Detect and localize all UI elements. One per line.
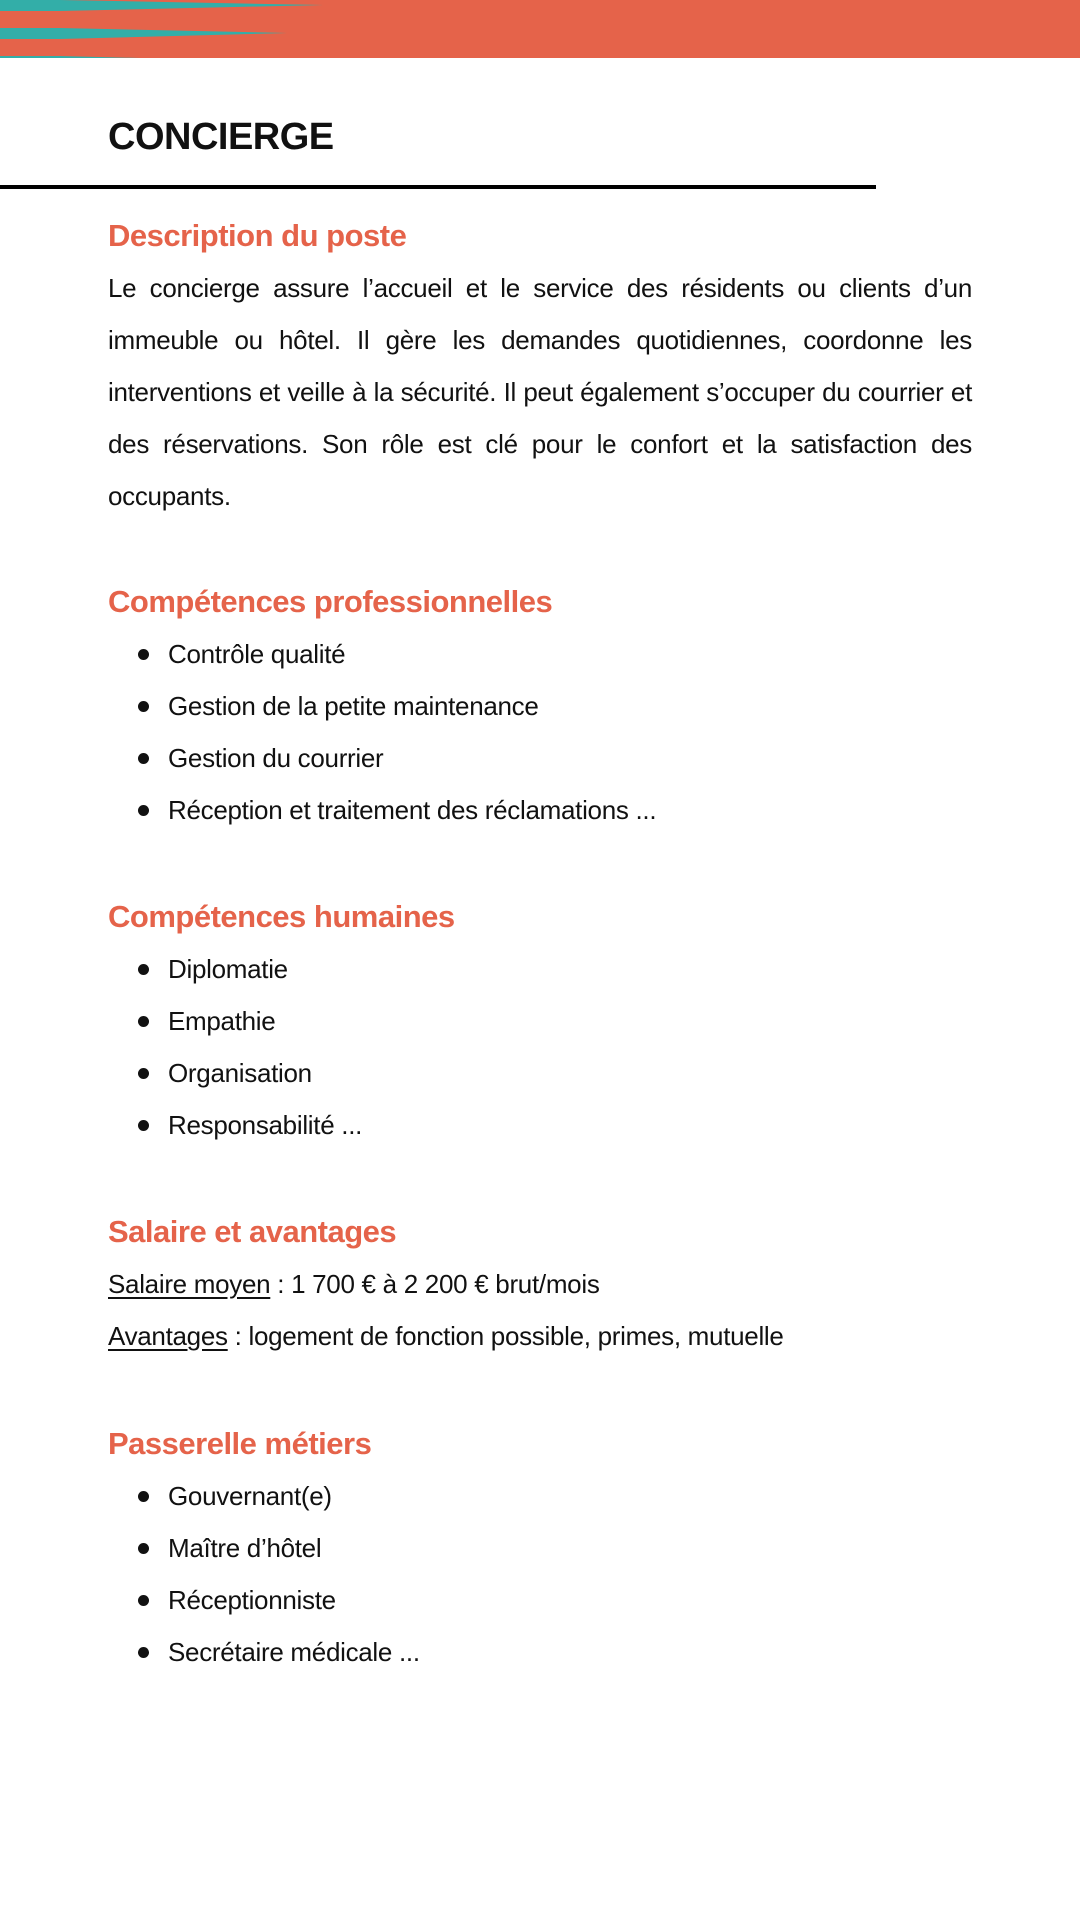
human-skills-section	[108, 891, 972, 1151]
item-text: Maître d’hôtel	[168, 1533, 322, 1563]
list-item	[108, 1047, 972, 1099]
title-divider	[0, 185, 876, 189]
salary-heading: Salaire et avantages	[108, 1214, 397, 1249]
salary-line	[108, 1258, 972, 1310]
item-text: Diplomatie	[168, 954, 288, 984]
item-text: Secrétaire médicale ...	[168, 1637, 420, 1667]
list-item	[108, 995, 972, 1047]
bullet-icon	[138, 1016, 149, 1027]
human-skills-heading: Compétences humaines	[108, 899, 455, 934]
bullet-icon	[138, 753, 149, 764]
salary-label: Salaire moyen	[108, 1269, 271, 1299]
benefits-label: Avantages	[108, 1321, 228, 1351]
list-item	[108, 732, 972, 784]
bullet-icon	[138, 649, 149, 660]
description-heading: Description du poste	[108, 218, 407, 253]
career-bridges-heading: Passerelle métiers	[108, 1426, 372, 1461]
bullet-icon	[138, 1068, 149, 1079]
list-item	[108, 1099, 972, 1151]
benefits-line	[108, 1310, 972, 1362]
item-text: Organisation	[168, 1058, 312, 1088]
item-text: Contrôle qualité	[168, 639, 346, 669]
description-section	[108, 210, 972, 522]
list-item	[108, 680, 972, 732]
bullet-icon	[138, 1491, 149, 1502]
bullet-icon	[138, 1647, 149, 1658]
header-banner	[0, 0, 1080, 58]
bullet-icon	[138, 701, 149, 712]
page-title: CONCIERGE	[108, 116, 334, 158]
item-text: Gouvernant(e)	[168, 1481, 332, 1511]
list-item	[108, 1522, 972, 1574]
bullet-icon	[138, 1543, 149, 1554]
list-item	[108, 1574, 972, 1626]
bullet-icon	[138, 964, 149, 975]
item-text: Gestion de la petite maintenance	[168, 691, 539, 721]
description-text: Le concierge assure l’accueil et le service des résidents ou clients d’un immeuble ou hôtel. Il gère les demandes quotidiennes, coordonne les interventions et veille à la sécurité. Il peut également s’occuper du courrier et des réservations. Son rôle est clé pour le confort et la satisfaction des occupants.	[108, 273, 972, 511]
item-text: Responsabilité ...	[168, 1110, 363, 1140]
list-item	[108, 784, 972, 836]
list-item	[108, 1626, 972, 1678]
bullet-icon	[138, 805, 149, 816]
item-text: Empathie	[168, 1006, 276, 1036]
career-bridges-section	[108, 1418, 972, 1678]
salary-section	[108, 1206, 972, 1362]
bullet-icon	[138, 1595, 149, 1606]
item-text: Réceptionniste	[168, 1585, 336, 1615]
item-text: Gestion du courrier	[168, 743, 384, 773]
benefits-value: : logement de fonction possible, primes, mutuelle	[227, 1321, 784, 1351]
list-item	[108, 943, 972, 995]
pro-skills-section	[108, 576, 972, 836]
bullet-icon	[138, 1120, 149, 1131]
pro-skills-heading: Compétences professionnelles	[108, 584, 553, 619]
item-text: Réception et traitement des réclamations ...	[168, 795, 657, 825]
list-item	[108, 1470, 972, 1522]
salary-value: : 1 700 € à 2 200 € brut/mois	[270, 1269, 600, 1299]
list-item	[108, 628, 972, 680]
